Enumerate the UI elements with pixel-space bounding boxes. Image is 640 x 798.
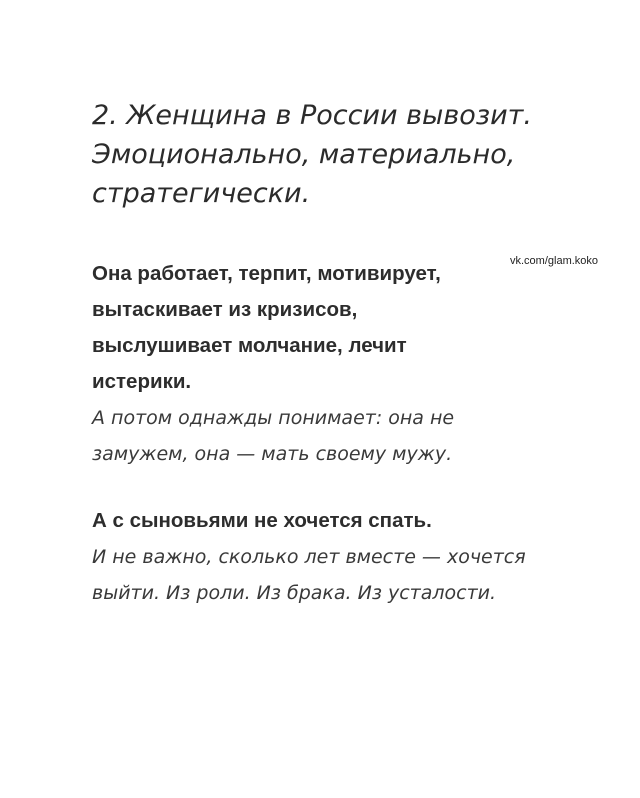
bold-text-line: А с сыновьями не хочется спать. [92, 509, 432, 532]
bold-text-line: выслушивает молчание, лечит [92, 334, 407, 357]
paragraph-first [92, 256, 612, 472]
italic-text-line: замужем, она — мать своему мужу. [92, 443, 453, 465]
heading-line: Эмоционально, материально, [92, 139, 516, 170]
italic-text-line: выйти. Из роли. Из брака. Из усталости. [92, 582, 497, 604]
paragraph-second [92, 503, 612, 611]
heading-line: 2. Женщина в России вывозит. [92, 100, 532, 131]
source-watermark: vk.com/glam.koko [510, 255, 599, 267]
bold-text-line: вытаскивает из кризисов, [92, 298, 358, 321]
bold-text-line: Она работает, терпит, мотивирует, [92, 262, 441, 285]
bold-text-line: истерики. [92, 370, 192, 393]
italic-text-line: А потом однажды понимает: она не [92, 407, 455, 429]
italic-text-line: И не важно, сколько лет вместе — хочется [92, 546, 526, 568]
section-heading [92, 96, 612, 213]
heading-line: стратегически. [92, 178, 311, 209]
